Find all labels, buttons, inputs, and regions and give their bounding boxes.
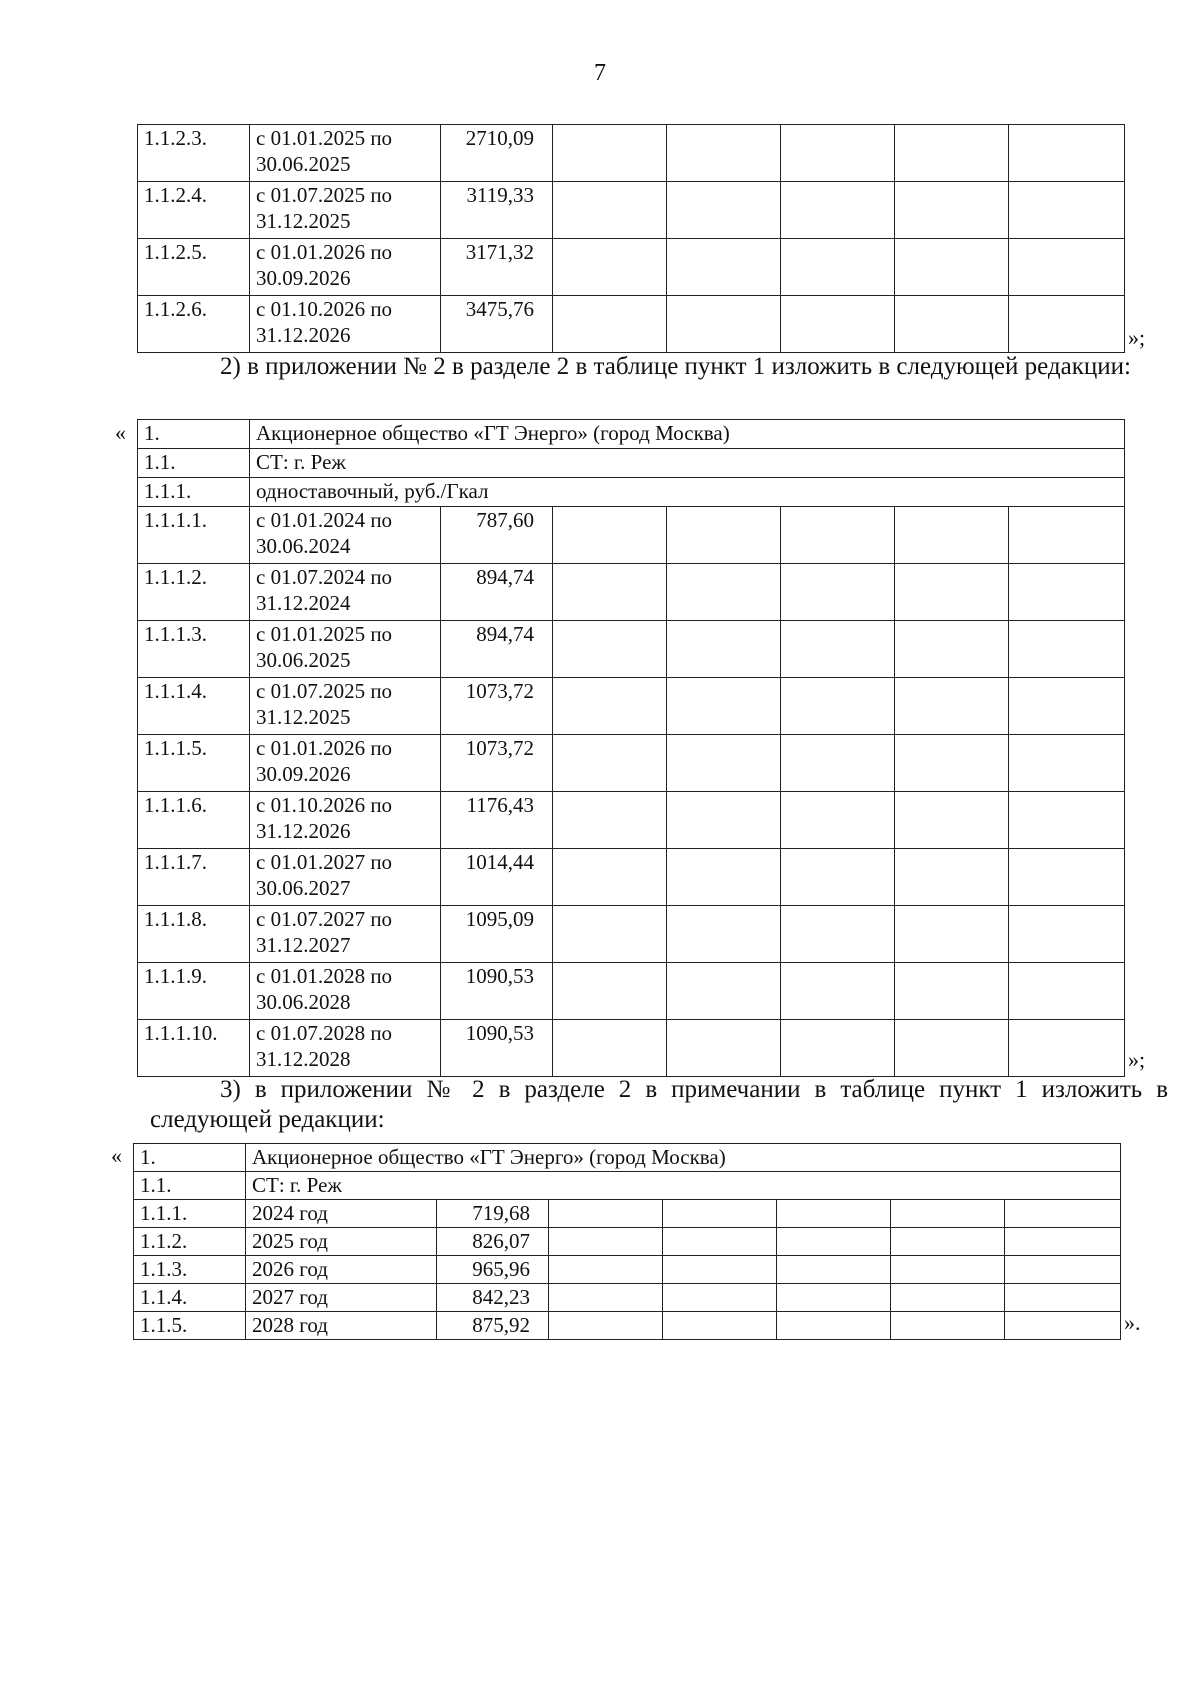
opening-quote: « xyxy=(111,1143,122,1168)
row-code: 1.1.1. xyxy=(138,478,250,507)
tariff-table-main xyxy=(137,419,1125,1077)
row-period: с 01.10.2026 по 31.12.2026 xyxy=(250,296,441,353)
row-code: 1.1.1.4. xyxy=(138,678,250,735)
row-code: 1.1.1.3. xyxy=(138,621,250,678)
page-number: 7 xyxy=(594,60,606,86)
note-table xyxy=(133,1143,1121,1340)
table-header-row xyxy=(138,420,1125,449)
row-code: 1. xyxy=(134,1144,246,1172)
row-period: с 01.07.2024 по 31.12.2024 xyxy=(250,564,441,621)
row-code: 1.1.2.3. xyxy=(138,125,250,182)
row-code: 1. xyxy=(138,420,250,449)
paragraph-item-2: 2) в приложении № 2 в разделе 2 в таблице пункт 1 изложить в следующей редакции: xyxy=(220,353,1131,380)
opening-quote: « xyxy=(115,420,126,445)
row-value: 1014,44 xyxy=(441,849,553,906)
location-label: СТ: г. Реж xyxy=(250,449,1125,478)
organization-name: Акционерное общество «ГТ Энерго» (город Москва) xyxy=(246,1144,1121,1172)
table-row xyxy=(138,963,1125,1020)
closing-quote: »; xyxy=(1128,1047,1146,1072)
row-year: 2028 год xyxy=(246,1312,437,1340)
row-code: 1.1. xyxy=(138,449,250,478)
location-label: СТ: г. Реж xyxy=(246,1172,1121,1200)
table-row xyxy=(138,849,1125,906)
table-row xyxy=(138,792,1125,849)
row-value: 826,07 xyxy=(437,1228,549,1256)
table-header-row xyxy=(138,478,1125,507)
row-value: 1090,53 xyxy=(441,1020,553,1077)
row-code: 1.1.3. xyxy=(134,1256,246,1284)
row-period: с 01.01.2025 по 30.06.2025 xyxy=(250,125,441,182)
row-value: 787,60 xyxy=(441,507,553,564)
row-period: с 01.01.2028 по 30.06.2028 xyxy=(250,963,441,1020)
row-year: 2025 год xyxy=(246,1228,437,1256)
closing-quote: ». xyxy=(1124,1310,1141,1335)
table-row xyxy=(138,678,1125,735)
row-value: 1090,53 xyxy=(441,963,553,1020)
row-value: 719,68 xyxy=(437,1200,549,1228)
table-row xyxy=(134,1284,1121,1312)
row-code: 1.1.4. xyxy=(134,1284,246,1312)
row-code: 1.1.1. xyxy=(134,1200,246,1228)
row-period: с 01.01.2026 по 30.09.2026 xyxy=(250,735,441,792)
row-value: 3171,32 xyxy=(441,239,553,296)
row-value: 1073,72 xyxy=(441,735,553,792)
row-value: 875,92 xyxy=(437,1312,549,1340)
table-row xyxy=(134,1228,1121,1256)
row-period: с 01.07.2025 по 31.12.2025 xyxy=(250,678,441,735)
row-code: 1.1.1.8. xyxy=(138,906,250,963)
row-code: 1.1.1.10. xyxy=(138,1020,250,1077)
table-row xyxy=(138,125,1125,182)
row-period: с 01.07.2027 по 31.12.2027 xyxy=(250,906,441,963)
paragraph-item-3: 3) в приложении № 2 в разделе 2 в примечании в таблице пункт 1 изложить в следующей редакции: xyxy=(150,1076,1168,1133)
table-row xyxy=(138,507,1125,564)
row-code: 1.1.1.7. xyxy=(138,849,250,906)
table-row xyxy=(134,1200,1121,1228)
row-period: с 01.07.2025 по 31.12.2025 xyxy=(250,182,441,239)
row-year: 2027 год xyxy=(246,1284,437,1312)
row-period: с 01.01.2026 по 30.09.2026 xyxy=(250,239,441,296)
row-code: 1.1.1.2. xyxy=(138,564,250,621)
row-code: 1.1.1.9. xyxy=(138,963,250,1020)
table-header-row xyxy=(134,1144,1121,1172)
row-value: 965,96 xyxy=(437,1256,549,1284)
row-code: 1.1.2.5. xyxy=(138,239,250,296)
row-year: 2026 год xyxy=(246,1256,437,1284)
row-value: 3119,33 xyxy=(441,182,553,239)
closing-quote: »; xyxy=(1128,325,1146,350)
tariff-table-continuation xyxy=(137,124,1125,353)
table-row xyxy=(138,621,1125,678)
tariff-type-label: одноставочный, руб./Гкал xyxy=(250,478,1125,507)
table-row xyxy=(138,182,1125,239)
row-year: 2024 год xyxy=(246,1200,437,1228)
row-value: 894,74 xyxy=(441,621,553,678)
table-row xyxy=(138,296,1125,353)
row-code: 1.1.1.5. xyxy=(138,735,250,792)
row-value: 3475,76 xyxy=(441,296,553,353)
table-header-row xyxy=(134,1172,1121,1200)
row-code: 1.1. xyxy=(134,1172,246,1200)
row-code: 1.1.2.6. xyxy=(138,296,250,353)
row-code: 1.1.1.6. xyxy=(138,792,250,849)
table-row xyxy=(138,906,1125,963)
row-period: с 01.10.2026 по 31.12.2026 xyxy=(250,792,441,849)
table-row xyxy=(138,1020,1125,1077)
table-header-row xyxy=(138,449,1125,478)
row-value: 1095,09 xyxy=(441,906,553,963)
row-value: 842,23 xyxy=(437,1284,549,1312)
row-code: 1.1.1.1. xyxy=(138,507,250,564)
table-row xyxy=(138,564,1125,621)
row-code: 1.1.2. xyxy=(134,1228,246,1256)
row-value: 1176,43 xyxy=(441,792,553,849)
row-value: 2710,09 xyxy=(441,125,553,182)
table-row xyxy=(134,1256,1121,1284)
row-period: с 01.07.2028 по 31.12.2028 xyxy=(250,1020,441,1077)
table-row xyxy=(134,1312,1121,1340)
row-code: 1.1.2.4. xyxy=(138,182,250,239)
row-period: с 01.01.2024 по 30.06.2024 xyxy=(250,507,441,564)
row-period: с 01.01.2027 по 30.06.2027 xyxy=(250,849,441,906)
row-value: 894,74 xyxy=(441,564,553,621)
table-row xyxy=(138,735,1125,792)
row-code: 1.1.5. xyxy=(134,1312,246,1340)
table-row xyxy=(138,239,1125,296)
organization-name: Акционерное общество «ГТ Энерго» (город Москва) xyxy=(250,420,1125,449)
row-period: с 01.01.2025 по 30.06.2025 xyxy=(250,621,441,678)
row-value: 1073,72 xyxy=(441,678,553,735)
